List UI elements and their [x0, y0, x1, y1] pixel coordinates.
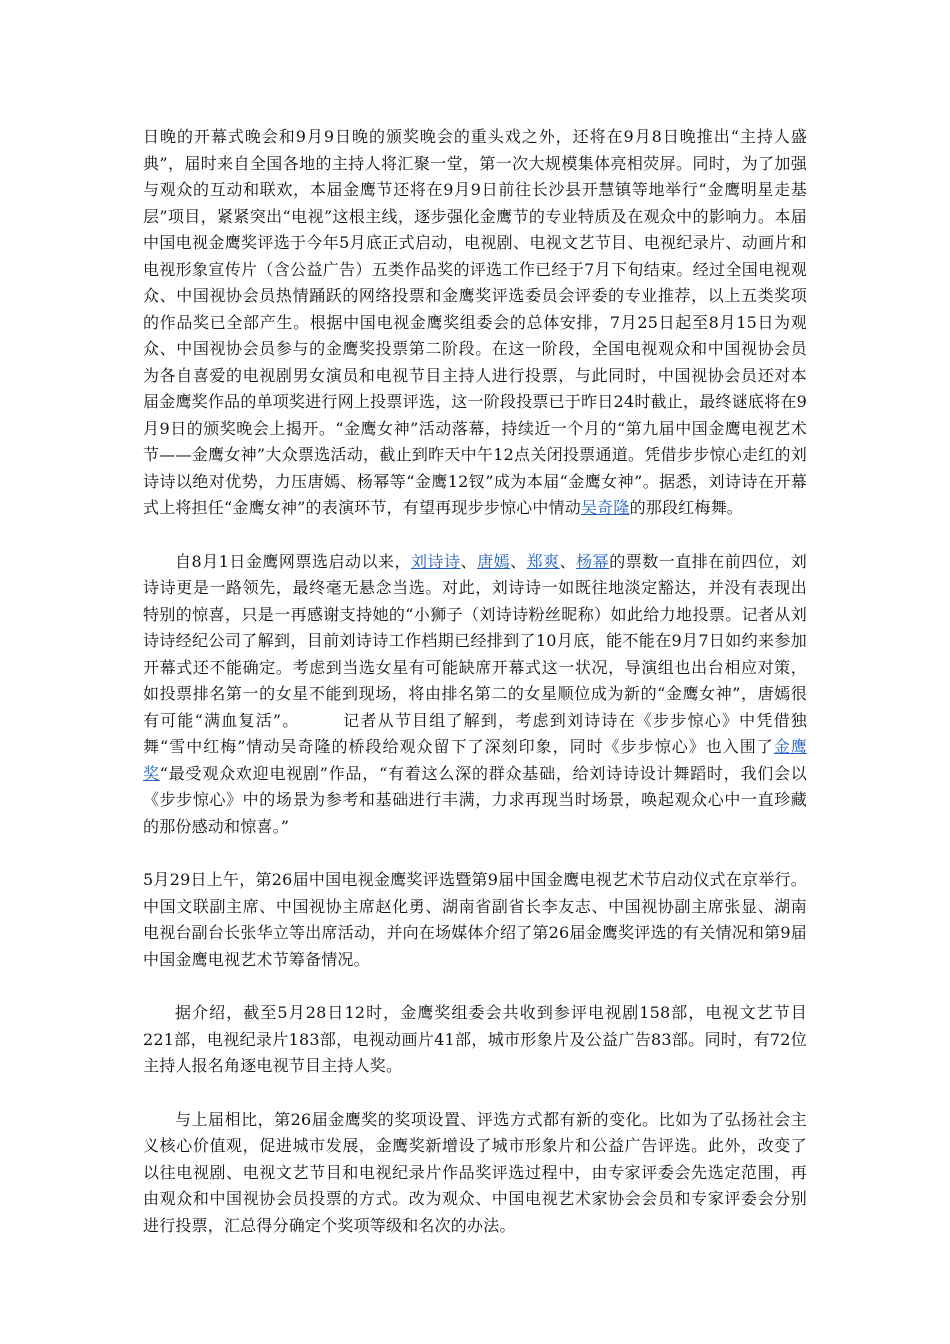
text-span: 据介绍，截至5月28日12时，金鹰奖组委会共收到参评电视剧158部，电视文艺节目221部，电视纪录片183部，电视动画片41部，城市形象片及公益广告83部。同时，有72位主持人报名角逐电视节目主持人奖。 [143, 1003, 807, 1075]
document-page [143, 124, 807, 1239]
link-tang-yan[interactable]: 唐嫣 [477, 551, 511, 571]
text-span: 日晚的开幕式晚会和9月9日晚的颁奖晚会的重头戏之外，还将在9月8日晚推出“主持人盛典”，届时来自全国各地的主持人将汇聚一堂，第一次大规模集体亮相荧屏。同时，为了加强与观众的互动和联欢，本届金鹰节还将在9月9日前往长沙县开慧镇等地举行“金鹰明星走基层”项目，紧紧突出“电视”这根主线，逐步强化金鹰节的专业特质及在观众中的影响力。本届中国电视金鹰奖评选于今年5月底正式启动，电视剧、电视文艺节目、电视纪录片、动画片和电视形象宣传片（含公益广告）五类作品奖的评选工作已经于7月下旬结束。经过全国电视观众、中国视协会员热情踊跃的网络投票和金鹰奖评选委员会评委的专业推荐，以上五类奖项的作品奖已全部产生。根据中国电视金鹰奖组委会的总体安排，7月25日起至8月15日为观众、中国视协会员参与的金鹰奖投票第二阶段。在这一阶段，全国电视观众和中国视协会员为各自喜爱的电视剧男女演员和电视节目主持人进行投票，与此同时，中国视协会员还对本届金鹰奖作品的单项奖进行网上投票评选，这一阶段投票已于昨日24时截止，最终谜底将在9月9日的颁奖晚会上揭开。“金鹰女神”活动落幕，持续近一个月的“第九届中国金鹰电视艺术节——金鹰女神”大众票选活动，截止到昨天中午12点关闭投票通道。凭借步步惊心走红的刘诗诗以绝对优势，力压唐嫣、杨幂等“金鹰12钗”成为本届“金鹰女神”。据悉，刘诗诗在开幕式上将担任“金鹰女神”的表演环节，有望再现步步惊心中情动 [143, 127, 807, 517]
text-span: 、 [559, 551, 577, 571]
text-span: 5月29日上午，第26届中国电视金鹰奖评选暨第9届中国金鹰电视艺术节启动仪式在京举行。中国文联副主席、中国视协主席赵化勇、湖南省副省长李友志、中国视协副主席张显、湖南电视台副台长张华立等出席活动，并向在场媒体介绍了第26届金鹰奖评选的有关情况和第9届中国金鹰电视艺术节筹备情况。 [143, 870, 807, 969]
paragraph-entry-statistics [143, 1000, 807, 1080]
paragraph-rule-changes [143, 1107, 807, 1240]
text-span: 、 [460, 551, 478, 571]
paragraph-golden-eagle-festival [143, 124, 807, 522]
link-golden-eagle-award[interactable]: 金鹰奖 [143, 737, 807, 783]
link-wu-qilong[interactable]: 吴奇隆 [580, 498, 630, 517]
text-span: 、 [510, 551, 527, 571]
text-span: 与上届相比，第26届金鹰奖的奖项设置、评选方式都有新的变化。比如为了弘扬社会主义核心价值观，促进城市发展，金鹰奖新增设了城市形象片和公益广告评选。此外，改变了以往电视剧、电视文艺节目和电视纪录片作品奖评选过程中，由专家评委会先选定范围，再由观众和中国视协会员投票的方式。改为观众、中国电视艺术家协会会员和专家评委会分别进行投票，汇总得分确定个奖项等级和名次的办法。 [143, 1109, 807, 1235]
text-span: 的票数一直排在前四位，刘诗诗更是一路领先，最终毫无悬念当选。对此，刘诗诗一如既往地淡定豁达，并没有表现出特别的惊喜，只是一再感谢支持她的“小狮子（刘诗诗粉丝昵称）如此给力地投票。记者从刘诗诗经纪公司了解到，目前刘诗诗工作档期已经排到了10月底，能不能在9月7日如约来参加开幕式还不能确定。考虑到当选女星有可能缺席开幕式这一状况，导演组也出台相应对策，如投票排名第一的女星不能到现场，将由排名第二的女星顺位成为新的“金鹰女神”，唐嫣很有可能“满血复活”。 记者从节目组了解到，考虑到刘诗诗在《步步惊心》中凭借独舞“雪中红梅”情动吴奇隆的桥段给观众留下了深刻印象，同时《步步惊心》也入围了 [143, 551, 807, 756]
text-span: “最受观众欢迎电视剧”作品，“有着这么深的群众基础，给刘诗诗设计舞蹈时，我们会以《步步惊心》中的场景为参考和基础进行丰满，力求再现当时场景，唤起观众心中一直珍藏的那份感动和惊喜。” [143, 763, 808, 836]
paragraph-launch-ceremony [143, 867, 807, 973]
paragraph-gap [143, 522, 807, 549]
paragraph-liu-shishi-vote [143, 549, 807, 841]
paragraph-gap [143, 840, 807, 867]
paragraph-gap [143, 1080, 807, 1107]
link-yang-mi[interactable]: 杨幂 [576, 551, 610, 571]
link-zheng-shuang[interactable]: 郑爽 [526, 551, 560, 571]
link-liu-shishi[interactable]: 刘诗诗 [411, 551, 461, 571]
text-span: 自8月1日金鹰网票选启动以来， [175, 551, 412, 571]
text-span: 的那段红梅舞。 [629, 498, 743, 517]
paragraph-gap [143, 973, 807, 1000]
